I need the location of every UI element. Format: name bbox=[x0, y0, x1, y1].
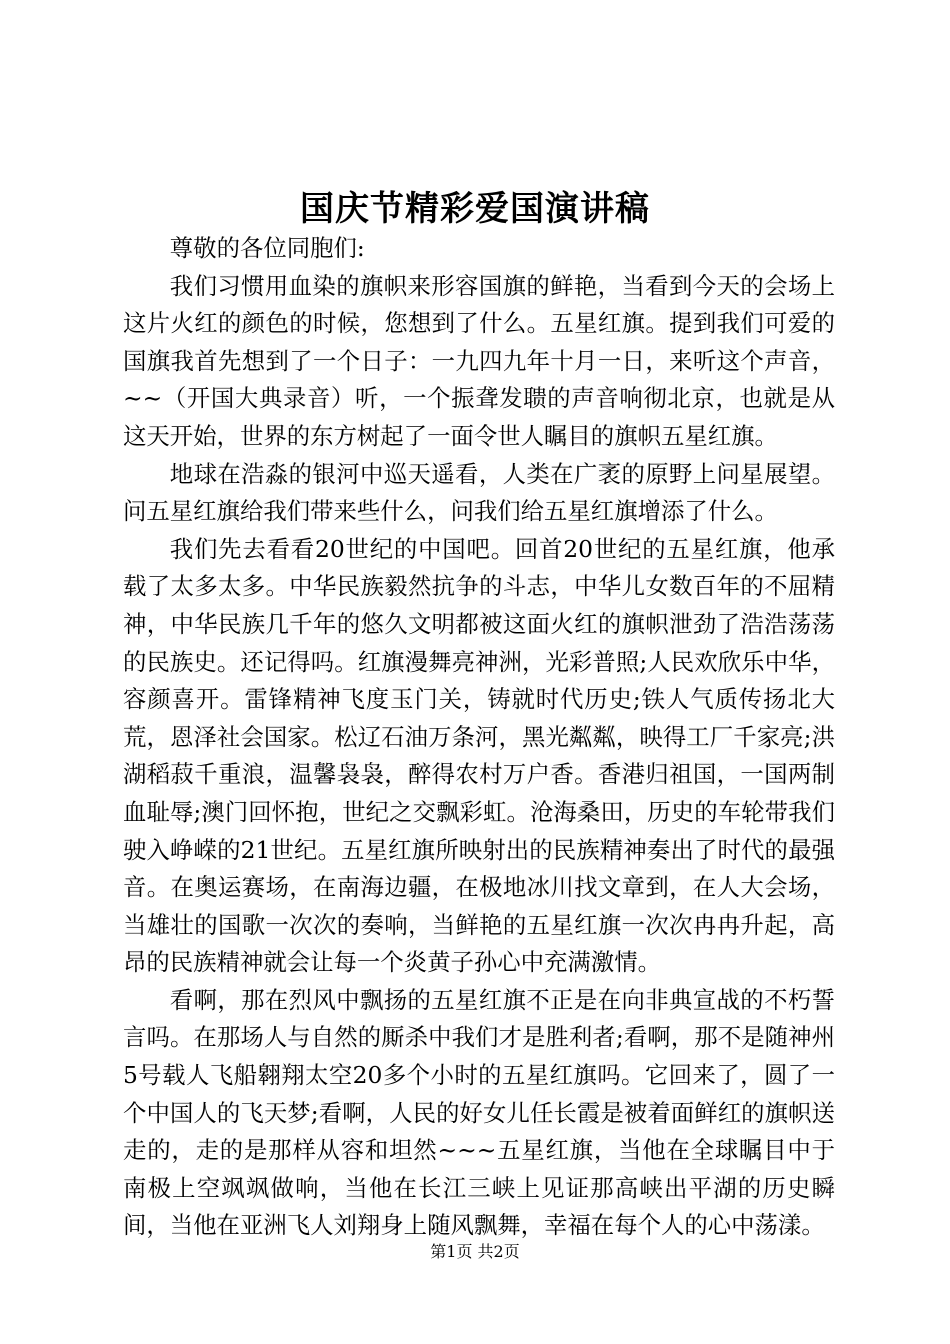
paragraph: 我们习惯用血染的旗帜来形容国旗的鲜艳，当看到今天的会场上这片火红的颜色的时候，您想到了什么。五星红旗。提到我们可爱的国旗我首先想到了一个日子：一九四九年十月一日，来听这个声音，~~（开国大典录音）听，一个振聋发聩的声音响彻北京，也就是从这天开始，世界的东方树起了一面令世人瞩目的旗帜五星红旗。 bbox=[123, 271, 835, 450]
paragraph: 地球在浩淼的银河中巡天遥看，人类在广袤的原野上问星展望。问五星红旗给我们带来些什么，问我们给五星红旗增添了什么。 bbox=[123, 459, 835, 526]
document-body bbox=[123, 230, 835, 1245]
page-number-footer: 第1页 共2页 bbox=[430, 1242, 520, 1261]
paragraph: 我们先去看看20世纪的中国吧。回首20世纪的五星红旗，他承载了太多太多。中华民族毅然抗争的斗志，中华儿女数百年的不屈精神，中华民族几千年的悠久文明都被这面火红的旗帜泄劲了浩浩荡荡的民族史。还记得吗。红旗漫舞亮神洲，光彩普照;人民欢欣乐中华，容颜喜开。雷锋精神飞度玉门关，铸就时代历史;铁人气质传扬北大荒，恩泽社会国家。松辽石油万条河，黑光粼粼，映得工厂千家亮;洪湖稻菽千重浪，温馨袅袅，醉得农村万户香。香港归祖国，一国两制血耻辱;澳门回怀抱，世纪之交飘彩虹。沧海桑田，历史的车轮带我们驶入峥嵘的21世纪。五星红旗所映射出的民族精神奏出了时代的最强音。在奥运赛场，在南海边疆，在极地冰川找文章到，在人大会场，当雄壮的国歌一次次的奏响，当鲜艳的五星红旗一次次冉冉升起，高昂的民族精神就会让每一个炎黄子孙心中充满激情。 bbox=[123, 534, 835, 977]
paragraph: 看啊，那在烈风中飘扬的五星红旗不正是在向非典宣战的不朽誓言吗。在那场人与自然的厮杀中我们才是胜利者;看啊，那不是随神州5号载人飞船翱翔太空20多个小时的五星红旗吗。它回来了，圆了一个中国人的飞天梦;看啊，人民的好女儿任长霞是被着面鲜红的旗帜送走的，走的是那样从容和坦然~~~五星红旗，当他在全球瞩目中于南极上空飒飒做响，当他在长江三峡上见证那高峡出平湖的历史瞬间，当他在亚洲飞人刘翔身上随风飘舞，幸福在每个人的心中荡漾。 bbox=[123, 985, 835, 1240]
salutation: 尊敬的各位同胞们: bbox=[169, 234, 365, 262]
document-title: 国庆节精彩爱国演讲稿 bbox=[300, 189, 650, 229]
